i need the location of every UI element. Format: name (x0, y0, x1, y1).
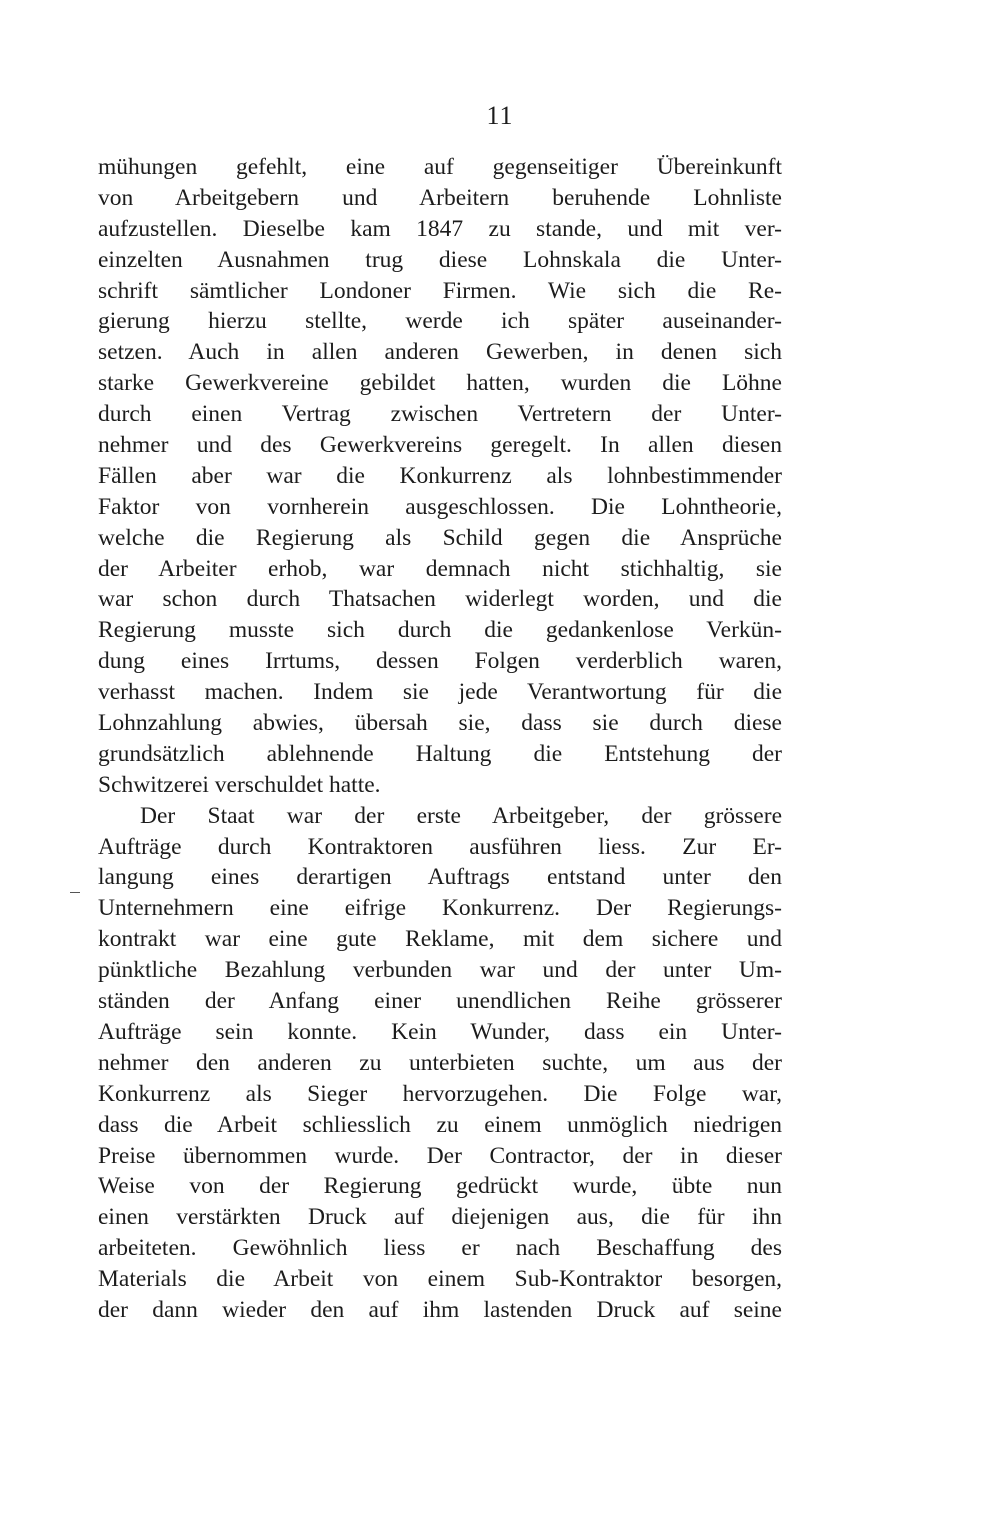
text-line: Aufträge sein konnte. Kein Wunder, dass ein Unter- (98, 1018, 782, 1045)
margin-mark (70, 892, 80, 893)
text-line: der Arbeiter erhob, war demnach nicht stichhaltig, sie (98, 555, 782, 582)
text-line: Unternehmern eine eifrige Konkurrenz. Der Regierungs- (98, 895, 782, 922)
text-line: dung eines Irrtums, dessen Folgen verderblich waren, (98, 648, 782, 675)
text-line: welche die Regierung als Schild gegen die Ansprüche (98, 524, 782, 551)
text-line: dass die Arbeit schliesslich zu einem unmöglich niedrigen (98, 1111, 782, 1138)
text-line: gierung hierzu stellte, werde ich später auseinander- (98, 308, 782, 335)
text-line: Aufträge durch Kontraktoren ausführen liess. Zur Er- (98, 833, 782, 860)
text-line: nehmer den anderen zu unterbieten suchte, um aus der (98, 1049, 782, 1076)
text-line: verhasst machen. Indem sie jede Verantwortung für die (98, 679, 782, 706)
text-line: starke Gewerkvereine gebildet hatten, wurden die Löhne (98, 370, 782, 397)
text-line: Preise übernommen wurde. Der Contractor, der in dieser (98, 1142, 782, 1169)
text-line: von Arbeitgebern und Arbeitern beruhende Lohnliste (98, 184, 782, 211)
text-line: Regierung musste sich durch die gedankenlose Verkün- (98, 617, 782, 644)
text-line: Weise von der Regierung gedrückt wurde, übte nun (98, 1173, 782, 1200)
text-line: Konkurrenz als Sieger hervorzugehen. Die Folge war, (98, 1080, 782, 1107)
text-line: mühungen gefehlt, eine auf gegenseitiger Übereinkunft (98, 154, 782, 180)
text-line: ständen der Anfang einer unendlichen Reihe grösserer (98, 988, 782, 1015)
text-line: Faktor von vornherein ausgeschlossen. Die Lohntheorie, (98, 493, 782, 520)
text-line: Materials die Arbeit von einem Sub-Kontraktor besorgen, (98, 1266, 782, 1293)
text-line: setzen. Auch in allen anderen Gewerben, in denen sich (98, 339, 782, 366)
text-line: langung eines derartigen Auftrags entstand unter den (98, 864, 782, 891)
text-line: war schon durch Thatsachen widerlegt worden, und die (98, 586, 782, 613)
text-line: grundsätzlich ablehnende Haltung die Entstehung der (98, 740, 782, 767)
text-line: der dann wieder den auf ihm lastenden Druck auf seine (98, 1296, 782, 1323)
text-line: einen verstärkten Druck auf diejenigen aus, die für ihn (98, 1204, 782, 1231)
text-line: Fällen aber war die Konkurrenz als lohnbestimmender (98, 462, 782, 489)
text-line: Der Staat war der erste Arbeitgeber, der grössere (140, 802, 782, 829)
body-text (98, 152, 782, 1326)
text-line: schrift sämtlicher Londoner Firmen. Wie sich die Re- (98, 277, 782, 304)
page-number: 11 (486, 101, 514, 130)
text-line: arbeiteten. Gewöhnlich liess er nach Beschaffung des (98, 1235, 782, 1262)
text-line: durch einen Vertrag zwischen Vertretern der Unter- (98, 401, 782, 428)
text-line: einzelten Ausnahmen trug diese Lohnskala die Unter- (98, 246, 782, 273)
text-line: aufzustellen. Dieselbe kam 1847 zu stande, und mit ver- (98, 215, 782, 242)
text-line: pünktliche Bezahlung verbunden war und der unter Um- (98, 957, 782, 984)
text-line: Lohnzahlung abwies, übersah sie, dass sie durch diese (98, 710, 782, 737)
text-line: kontrakt war eine gute Reklame, mit dem sichere und (98, 926, 782, 953)
text-line: nehmer und des Gewerkvereins geregelt. In allen diesen (98, 432, 782, 459)
text-line: Schwitzerei verschuldet hatte. (98, 771, 381, 798)
